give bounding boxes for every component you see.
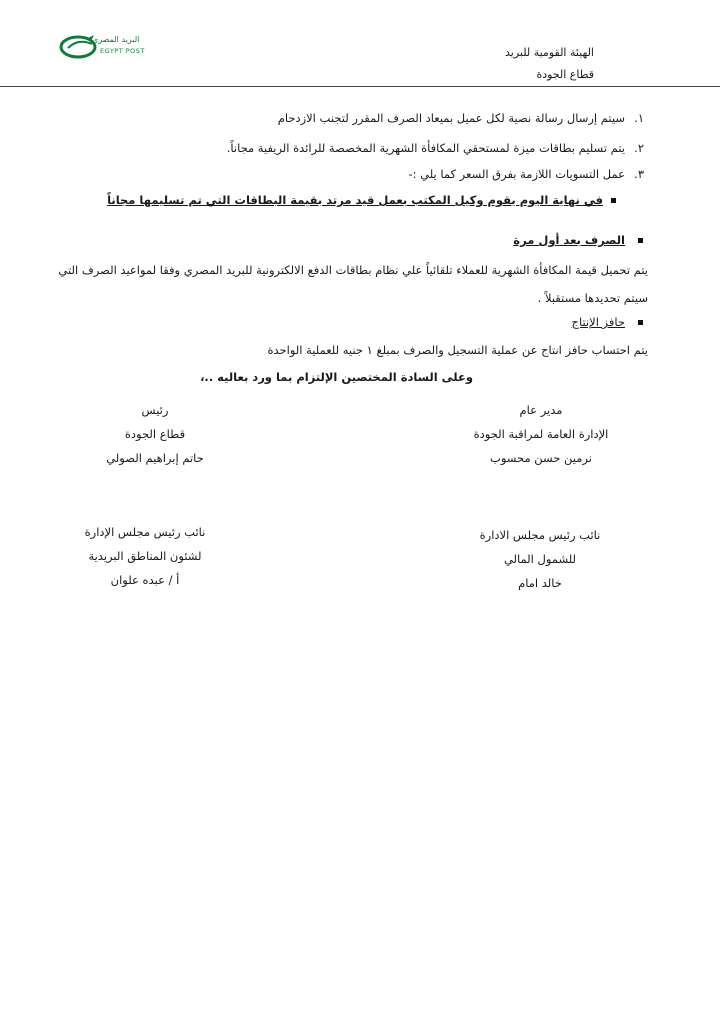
list-number: ٣. bbox=[634, 167, 644, 181]
organization-header bbox=[505, 42, 594, 86]
section-heading-first-disbursement: الصرف بعد أول مرة bbox=[513, 233, 625, 247]
list-item: عمل التسويات اللازمة بفرق السعر كما يلي :- bbox=[408, 167, 625, 181]
list-item: يتم تسليم بطاقات ميزة لمستحقي المكافأة الشهرية المخصصة للرائدة الريفية مجاناً. bbox=[226, 141, 625, 155]
logo-english-text: EGYPT POST bbox=[100, 47, 145, 55]
signature-vice-chairman-financial bbox=[455, 523, 625, 595]
list-number: ١. bbox=[634, 111, 644, 125]
paragraph-line: يتم تحميل قيمة المكافأة الشهرية للعملاء تلقائياً علي نظام بطاقات الدفع الالكترونية للبريد المصري وفقا لمواعيد الصرف التي bbox=[58, 263, 648, 277]
bullet-icon bbox=[638, 320, 643, 325]
signature-sector-head bbox=[70, 398, 240, 470]
org-sector: قطاع الجودة bbox=[536, 68, 594, 81]
signature-department: لشئون المناطق البريدية bbox=[88, 549, 202, 563]
signature-department: قطاع الجودة bbox=[124, 427, 186, 441]
bullet-icon bbox=[611, 198, 616, 203]
signature-title: نائب رئيس مجلس الإدارة bbox=[84, 525, 206, 539]
signature-name: نرمين حسن محسوب bbox=[490, 451, 592, 465]
signature-general-manager bbox=[456, 398, 626, 470]
signature-title: نائب رئيس مجلس الادارة bbox=[479, 528, 601, 542]
signature-name: خالد امام bbox=[518, 576, 562, 590]
incentive-paragraph: يتم احتساب حافز انتاج عن عملية التسجيل والصرف بمبلغ ١ جنيه للعملية الواحدة bbox=[267, 343, 648, 357]
signature-department: للشمول المالي bbox=[503, 552, 577, 566]
reversal-entry-note: في نهاية اليوم يقوم وكيل المكتب بعمل قيد مرتد بقيمة البطاقات التي تم تسليمها مجاناً bbox=[107, 193, 603, 207]
signature-vice-chairman-regions bbox=[55, 520, 235, 592]
signature-title: مدير عام bbox=[519, 403, 563, 417]
paragraph-line: سيتم تحديدها مستقبلاً . bbox=[537, 291, 648, 305]
signature-name: أ / عبده علوان bbox=[110, 573, 180, 587]
signature-title: رئيس bbox=[141, 403, 169, 417]
signature-name: حاتم إبراهيم الصولي bbox=[106, 451, 204, 465]
list-number: ٢. bbox=[634, 141, 644, 155]
header-divider bbox=[0, 86, 720, 87]
closing-statement: وعلى السادة المختصين الإلتزام بما ورد بعاليه ..، bbox=[200, 370, 473, 384]
logo-arabic-text: البريد المصري bbox=[92, 35, 140, 44]
org-name: الهيئة القومية للبريد bbox=[505, 46, 594, 59]
bullet-icon bbox=[638, 238, 643, 243]
list-item: سيتم إرسال رسالة نصية لكل عميل بميعاد الصرف المقرر لتجنب الازدحام bbox=[277, 111, 625, 125]
signature-department: الإدارة العامة لمراقبة الجودة bbox=[473, 427, 609, 441]
section-heading-incentive: حافز الإنتاج bbox=[571, 315, 625, 329]
